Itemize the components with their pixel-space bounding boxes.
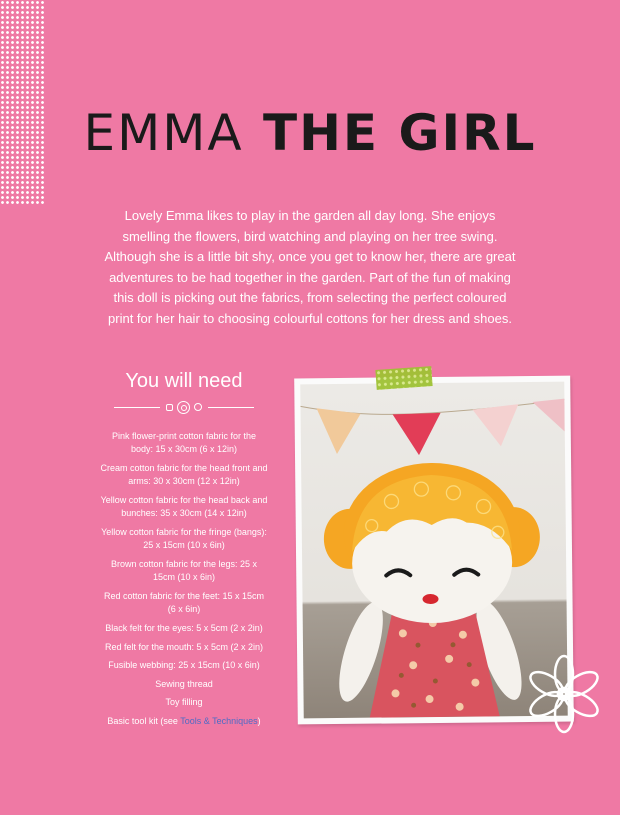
intro-paragraph: Lovely Emma likes to play in the garden all day long. She enjoys smelling the flowers, bird watching and playing on her tree swing. Although she is a little bit shy, once you get to know her, there are great adventures to be had together in the garden. Part of the fun of making this doll is picking out the fabrics, from selecting the perfect coloured print for her hair to choosing colourful cottons for her dress and shoes. — [104, 208, 516, 326]
divider-line-left — [114, 407, 160, 408]
material-item: Brown cotton fabric for the legs: 25 x 15cm (10 x 6in) — [110, 559, 258, 582]
material-item: Pink flower-print cotton fabric for the body: 15 x 30cm (6 x 12in) — [111, 431, 257, 454]
material-item: Sewing thread — [155, 678, 213, 689]
material-item: Toy filling — [165, 697, 203, 707]
material-item: Black felt for the eyes: 5 x 5cm (2 x 2in) — [105, 623, 263, 633]
material-item: Yellow cotton fabric for the head back and bunches: 35 x 30cm (14 x 12in) — [100, 495, 268, 518]
material-item: Fusible webbing: 25 x 15cm (10 x 6in) — [108, 660, 260, 670]
material-item: Cream cotton fabric for the head front and arms: 30 x 30cm (12 x 12in) — [100, 463, 268, 486]
title-word-emma: EMMA — [83, 104, 244, 162]
materials-list — [100, 430, 268, 734]
material-item: Yellow cotton fabric for the fringe (bangs): 25 x 15cm (10 x 6in) — [101, 527, 267, 550]
tools-techniques-link[interactable]: Tools & Techniques — [180, 715, 258, 726]
tool-kit-suffix: ) — [257, 715, 261, 726]
washi-tape — [375, 366, 432, 390]
material-item: Red felt for the mouth: 5 x 5cm (2 x 2in) — [104, 641, 264, 652]
materials-heading: You will need — [125, 370, 243, 392]
divider-line-right — [208, 407, 254, 408]
page-title — [0, 104, 620, 162]
material-item-tool-kit — [100, 715, 268, 728]
flower-outline-icon — [524, 654, 604, 734]
material-item: Red cotton fabric for the feet: 15 x 15cm (6 x 6in) — [103, 591, 265, 614]
title-word-the-girl: THE GIRL — [262, 104, 537, 162]
polka-dot-corner — [0, 0, 46, 205]
round-button-icon — [177, 401, 190, 414]
small-button-icon — [194, 403, 202, 411]
square-button-icon — [166, 404, 173, 411]
tool-kit-prefix: Basic tool kit (see — [107, 715, 181, 726]
ornament-divider — [114, 400, 254, 414]
bunting-flags — [300, 399, 565, 457]
